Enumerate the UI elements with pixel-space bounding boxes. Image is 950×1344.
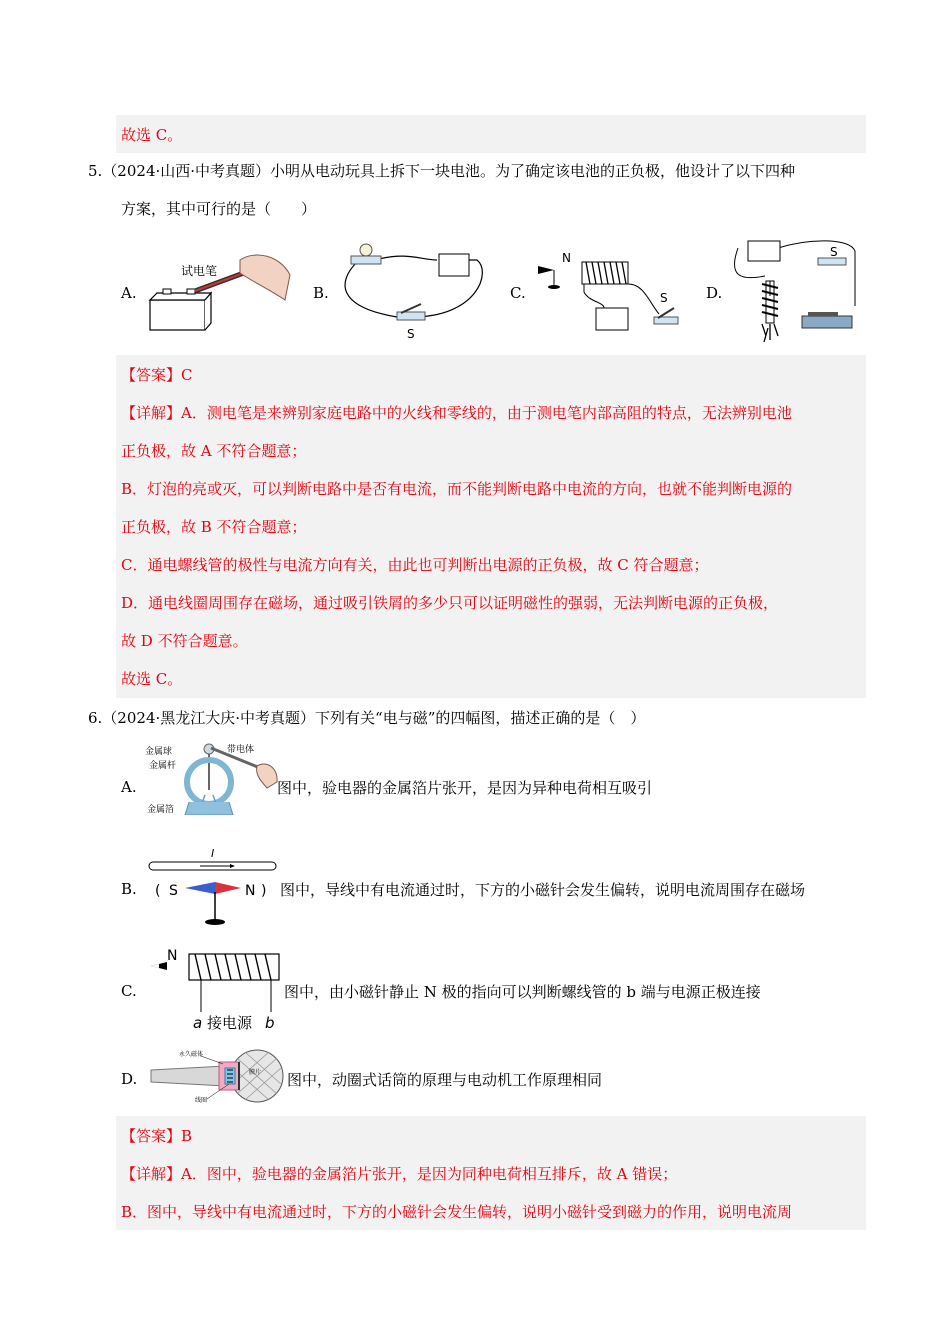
q6-fig-d-coil-label: 线圈: [195, 1097, 208, 1104]
q6-option-a-label: A.: [121, 778, 137, 796]
svg-text:(: (: [155, 883, 161, 899]
q6-option-b-text: 图中，导线中有电流通过时，下方的小磁针会发生偏转，说明电流周围存在磁场: [280, 881, 806, 899]
q6-fig-a-label-charged: 带电体: [227, 745, 255, 755]
q6-fig-d-diaphragm-label: 膜片: [249, 1069, 262, 1076]
q6-answer: 【答案】B: [121, 1127, 193, 1145]
q5-figure-b: [337, 242, 497, 342]
q6-detail-line1: 【详解】A．图中，验电器的金属箔片张开，是因为同种电荷相互排斥，故 A 错误；: [121, 1165, 678, 1183]
prev-answer-box: [116, 115, 866, 153]
q6-option-a-text: 图中，验电器的金属箔片张开，是因为异种电荷相互吸引: [277, 779, 653, 797]
q5-fig-b-switch-label: S: [407, 327, 415, 341]
q5-option-b-label: B.: [313, 284, 329, 302]
q6-figure-d-microphone: [145, 1044, 285, 1108]
q5-detail-line1: 【详解】A．测电笔是来辨别家庭电路中的火线和零线的，由于测电笔内部高阻的特点，无法辨别电池: [121, 404, 792, 422]
q6-option-d-label: D.: [121, 1070, 138, 1088]
q5-detail-line7: 故 D 不符合题意。: [121, 632, 248, 650]
q6-fig-b-s-label: S: [169, 883, 178, 899]
q6-option-c-text: 图中，由小磁针静止 N 极的指向可以判断螺线管的 b 端与电源正极连接: [284, 983, 761, 1001]
q5-conclusion: 故选 C。: [121, 670, 183, 688]
q6-fig-b-current-label: I: [211, 847, 215, 860]
q5-answer-box: [116, 355, 866, 698]
q6-fig-b-n-label: N: [245, 883, 256, 899]
q5-figure-d: [730, 236, 870, 344]
q5-fig-d-switch-label: S: [830, 245, 838, 259]
q6-option-b-label: B.: [121, 880, 137, 898]
q5-option-a-label: A.: [121, 284, 137, 302]
q6-stem: 6.（2024·黑龙江大庆·中考真题）下列有关“电与磁”的四幅图，描述正确的是（ ）: [88, 709, 646, 727]
q5-detail-line2: 正负极，故 A 不符合题意；: [121, 442, 307, 460]
q6-figure-b-oersted: [145, 844, 280, 929]
svg-text:): ): [261, 883, 267, 899]
q6-fig-c-a-label: a: [193, 1014, 203, 1032]
q6-fig-c-power-label: 接电源: [207, 1014, 253, 1032]
q5-fig-c-s-label: S: [660, 291, 668, 305]
q6-detail-line2: B．图中，导线中有电流通过时，下方的小磁针会发生偏转，说明小磁针受到磁力的作用，说明电流周: [121, 1203, 793, 1221]
q6-fig-d-magnet-label: 永久磁体: [179, 1051, 204, 1058]
q6-option-d-text: 图中，动圈式话筒的原理与电动机工作原理相同: [287, 1071, 603, 1089]
q6-figure-a-electroscope: [145, 740, 280, 815]
q5-detail-line4: 正负极，故 B 不符合题意；: [121, 518, 307, 536]
q5-stem-line1: 5.（2024·山西·中考真题）小明从电动玩具上拆下一块电池。为了确定该电池的正负极，他设计了以下四种: [88, 162, 796, 180]
q5-detail-line3: B．灯泡的亮或灭，可以判断电路中是否有电流，而不能判断电路中电流的方向，也就不能判断电源的: [121, 480, 793, 498]
q5-stem-line2: 方案，其中可行的是（ ）: [121, 200, 317, 218]
q5-answer: 【答案】C: [121, 366, 193, 384]
q6-fig-a-label-foil: 金属箔: [147, 805, 175, 815]
q6-fig-c-n-label: N: [167, 948, 178, 964]
q6-fig-a-label-ball: 金属球: [145, 747, 173, 757]
q5-fig-c-n-label: N: [562, 251, 571, 265]
q5-detail-line5: C．通电螺线管的极性与电流方向有关，由此也可判断出电源的正负极，故 C 符合题意；: [121, 556, 709, 574]
q6-option-c-label: C.: [121, 982, 137, 1000]
q5-detail-line6: D．通电线圈周围存在磁场，通过吸引铁屑的多少只可以证明磁性的强弱，无法判断电源的正负极，: [121, 594, 779, 612]
q6-figure-c-solenoid: [145, 944, 285, 1034]
prev-conclusion: 故选 C。: [121, 126, 183, 144]
q5-figure-a: [145, 245, 295, 335]
q5-figure-c: [534, 242, 694, 342]
q5-fig-a-label: 试电笔: [181, 264, 218, 278]
q5-option-d-label: D.: [706, 284, 723, 302]
q5-option-c-label: C.: [510, 284, 526, 302]
q6-answer-box: [116, 1116, 866, 1230]
q6-fig-c-b-label: b: [265, 1014, 275, 1032]
q6-fig-a-label-rod: 金属杆: [149, 761, 177, 771]
